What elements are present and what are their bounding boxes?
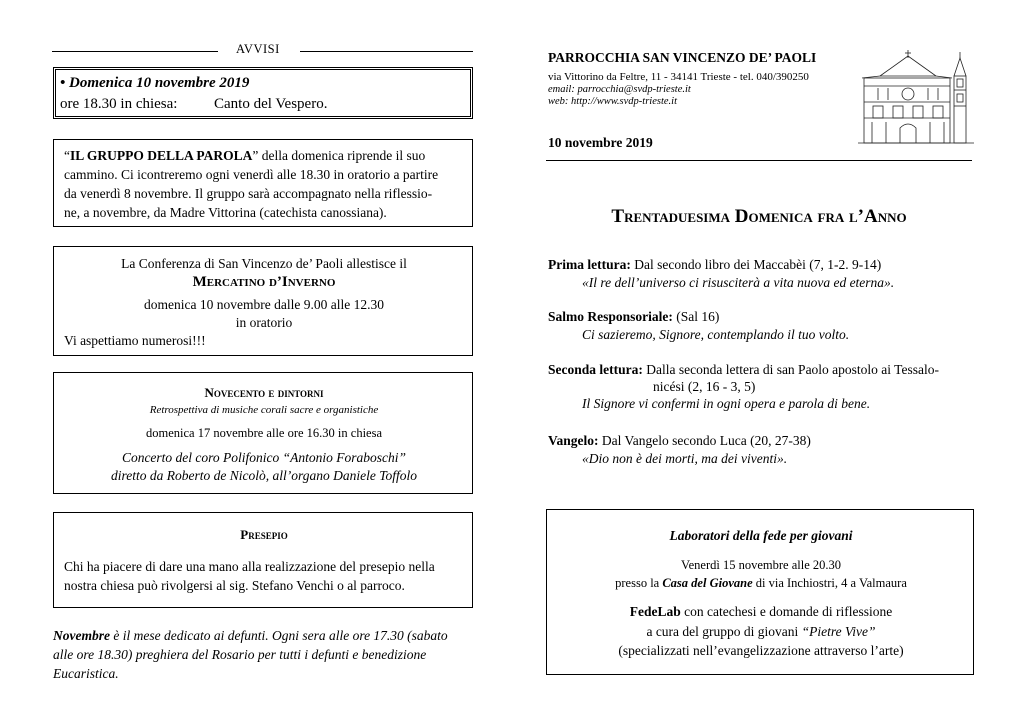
bulletin-date: 10 novembre 2019 [548,135,653,150]
novecento-subtitle: Retrospettiva di musiche corali sacre e organistiche [149,404,379,416]
reading-salmo-line [548,309,978,325]
presepio-line1: Chi ha piacere di dare una mano alla realizzazione del presepio nella [64,559,435,574]
reading-prima-quote: «Il re dell’universo ci risusciterà a vita nuova ed eterna». [582,275,895,290]
reading-vangelo [548,433,978,467]
mercatino-intro: La Conferenza di San Vincenzo de’ Paoli allestisce il [121,256,407,271]
novembre-note-line1 [53,626,478,645]
novembre-text1: è il mese dedicato ai defunti. Ogni sera alle ore 17.30 (sabato [109,628,448,643]
novembre-note-line3: Eucaristica. [53,666,119,681]
reading-prima [548,257,978,291]
gruppo-parola-title: IL GRUPPO DELLA PAROLA [70,148,253,163]
fedelab-curators-a: a cura del gruppo di giovani [646,624,802,639]
sunday-vespers-box [53,67,473,119]
fedelab-curators-b: “Pietre Vive” [801,624,876,639]
laboratori-place-c: di via Inchiostri, 4 a Valmaura [752,576,907,590]
reading-seconda-line [548,362,978,378]
parish-email: email: parrocchia@svdp-trieste.it [548,84,691,95]
novembre-note [53,626,478,683]
reading-prima-line [548,257,978,273]
reading-salmo [548,309,978,343]
avvisi-rule-left [52,51,218,52]
laboratori-place-a: presso la [615,576,663,590]
reading-salmo-quote: Ci sazieremo, Signore, contemplando il tuo volto. [582,327,850,342]
avvisi-rule-right [300,51,473,52]
reading-vangelo-quote: «Dio non è dei morti, ma dei viventi». [582,451,788,466]
laboratori-title: Laboratori della fede per giovani [669,528,853,543]
parish-web: web: http://www.svdp-trieste.it [548,96,678,107]
reading-seconda-text2: nicési (2, 16 - 3, 5) [653,379,756,394]
mercatino-box [53,246,473,356]
laboratori-box [546,509,974,675]
parish-name: PARROCCHIA SAN VINCENZO DE’ PAOLI [548,50,817,65]
novembre-lead: Novembre [53,628,110,643]
laboratori-date: Venerdì 15 novembre alle 20.30 [680,558,842,572]
parish-address: via Vittorino da Feltre, 11 - 34141 Trieste - tel. 040/390250 [548,71,809,83]
fedelab-label: FedeLab [629,604,681,619]
church-drawing-icon [858,46,974,144]
reading-seconda-label: Seconda lettura: [548,362,643,377]
gruppo-parola-box [53,139,473,227]
reading-vangelo-label: Vangelo: [548,433,599,448]
header-rule [546,160,972,161]
novembre-note-line2: alle ore 18.30) preghiera del Rosario per tutti i defunti e benedizione [53,647,427,662]
fedelab-specialization: (specializzati nell’evangelizzazione attraverso l’arte) [618,643,904,658]
presepio-line2: nostra chiesa può rivolgersi al sig. Stefano Venchi o al parroco. [64,578,405,593]
vespers-time: ore 18.30 in chiesa: [60,96,178,112]
quote-open: “ [64,148,70,163]
novecento-concert2: diretto da Roberto de Nicolò, all’organo Daniele Toffolo [111,468,417,483]
mercatino-title: Mercatino d’Inverno [192,274,336,290]
laboratori-place [547,576,975,591]
novecento-box [53,372,473,494]
gruppo-parola-line4: ne, a novembre, da Madre Vittorina (catechista canossiana). [64,205,387,220]
novecento-title: Novecento e dintorni [204,385,324,400]
fedelab-text: con catechesi e domande di riflessione [680,604,893,619]
reading-seconda [548,362,978,412]
vespers-event: Canto del Vespero. [214,96,328,112]
fedelab-curators [547,624,975,640]
reading-seconda-quote: Il Signore vi confermi in ogni opera e parola di bene. [582,396,871,411]
vespers-date: • Domenica 10 novembre 2019 [60,75,250,91]
gruppo-parola-line1 [64,148,425,164]
gruppo-parola-text: ” della domenica riprende il suo [252,148,426,163]
reading-prima-text: Dal secondo libro dei Maccabèi (7, 1-2. 9-14) [630,257,882,272]
reading-seconda-text: Dalla seconda lettera di san Paolo apostolo ai Tessalo- [642,362,939,377]
reading-salmo-text: (Sal 16) [672,309,720,324]
mercatino-invite: Vi aspettiamo numerosi!!! [64,333,206,348]
mercatino-date: domenica 10 novembre dalle 9.00 alle 12.30 [144,297,384,312]
reading-salmo-label: Salmo Responsoriale: [548,309,673,324]
presepio-title: Presepio [240,527,288,542]
laboratori-place-b: Casa del Giovane [662,576,753,590]
fedelab-line [547,604,975,620]
novecento-concert1: Concerto del coro Polifonico “Antonio Foraboschi” [121,450,407,465]
avvisi-heading: AVVISI [236,42,280,56]
presepio-box [53,512,473,608]
reading-vangelo-text: Dal Vangelo secondo Luca (20, 27-38) [598,433,811,448]
gruppo-parola-line3: da venerdì 8 novembre. Il gruppo sarà accompagnato nella riflessio- [64,186,433,201]
reading-prima-label: Prima lettura: [548,257,631,272]
sunday-title: Trentaduesima Domenica fra l’Anno [611,206,907,227]
mercatino-place: in oratorio [235,315,293,330]
gruppo-parola-line2: cammino. Ci icontreremo ogni venerdì alle 18.30 in oratorio a partire [64,167,439,182]
novecento-date: domenica 17 novembre alle ore 16.30 in chiesa [145,426,383,440]
reading-vangelo-line [548,433,978,449]
